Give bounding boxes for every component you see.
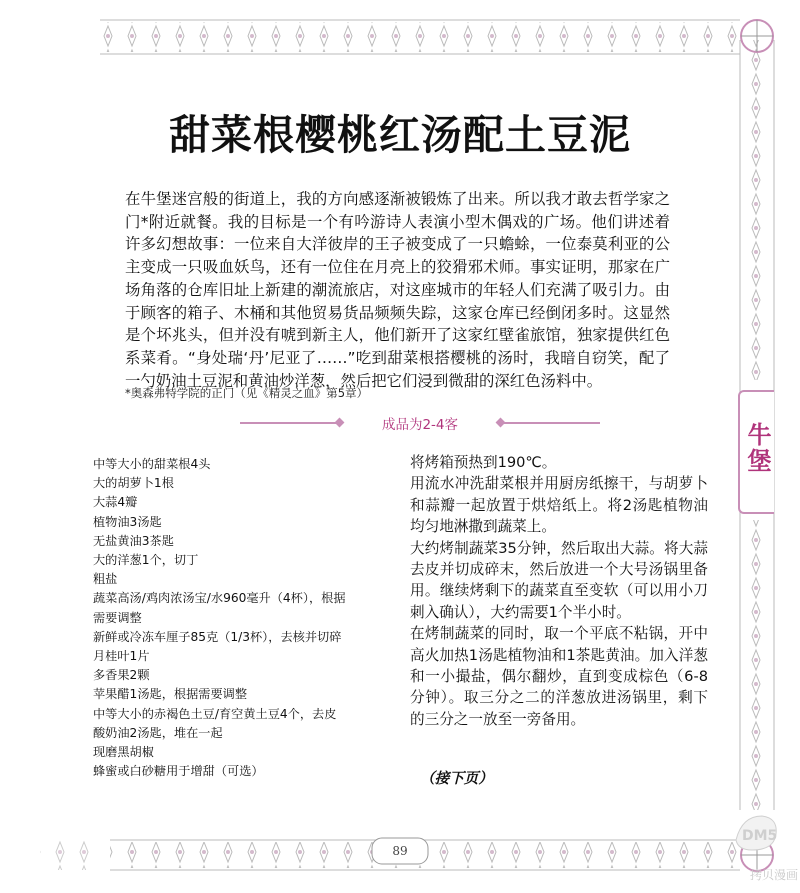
page-number: 89 — [392, 844, 408, 858]
ingredient-item: 大蒜4瓣 — [93, 495, 138, 510]
ingredient-item: 需要调整 — [93, 610, 142, 625]
ingredient-item: 粗盐 — [93, 572, 118, 587]
intro-paragraph: 在牛堡迷宫般的街道上，我的方向感逐渐被锻炼了出来。所以我才敢去哲学家之门*附近就餐。我的目标是一个有吟游诗人表演小型木偶戏的广场。他们讲述着许多幻想故事：一位来自大洋彼岸的王子被变成了一只蟾蜍，一位泰莫利亚的公主变成一只吸血妖鸟，还有一位住在月亮上的狡猾邪术师。事实证明，那家在广场角落的仓库旧址上新建的潮流旅店，对这座城市的年轻人们充满了吸引力。由于顾客的箱子、木桶和其他贸易货品频频失踪，这家仓库已经倒闭多时。这显然是个坏兆头，但并没有唬到新主人，他们新开了这家红壁雀旅馆，独家提供红色系菜肴。“身处瑞‘丹’尼亚了……”吃到甜菜根搭樱桃的汤时，我暗自窃笑，配了一勺奶油土豆泥和黄油炒洋葱，然后把它们浸到微甜的深红色汤料中。 — [125, 190, 670, 390]
ingredient-item: 植物油3汤匙 — [93, 514, 162, 529]
ingredient-item: 新鲜或冷冻车厘子85克（1/3杯），去核并切碎 — [93, 629, 342, 644]
divider-line-left — [240, 422, 340, 424]
ingredient-item: 中等大小的赤褐色土豆/育空黄土豆4个，去皮 — [93, 706, 337, 721]
ingredient-item: 无盐黄油3茶匙 — [93, 533, 174, 548]
ingredient-list — [93, 455, 388, 781]
ingredient-item: 月桂叶1片 — [93, 649, 150, 664]
watermark-logo-text: DM5 — [742, 828, 778, 844]
method-step: 用流水冲洗甜菜根并用厨房纸擦干，与胡萝卜和蒜瓣一起放置于烘焙纸上。将2汤匙植物油均匀地淋撒到蔬菜上。 — [410, 475, 708, 536]
chapter-tab-label: 牛堡 — [743, 422, 771, 474]
ingredient-item: 大的胡萝卜1根 — [93, 476, 174, 491]
ingredient-item: 多香果2颗 — [93, 668, 150, 683]
continued-note: （接下页） — [420, 770, 493, 787]
ingredient-item: 现磨黑胡椒 — [93, 745, 154, 760]
yield-label: 成品为2-4客 — [381, 417, 459, 433]
chapter-side-tab — [738, 390, 774, 514]
footnote: *奥森弗特学院的正门（见《精灵之血》第5章） — [125, 386, 369, 400]
method-steps — [410, 452, 708, 730]
method-step: 在烤制蔬菜的同时，取一个平底不粘锅，开中高火加热1汤匙植物油和1茶匙黄油。加入洋葱和一小撮盐，偶尔翻炒，直到变成棕色（6-8分钟）。取三分之二的洋葱放进汤锅里，剩下的三分之一放至一旁备用。 — [410, 625, 708, 728]
watermark-site-text: 拷贝漫画 — [749, 868, 798, 882]
watermark-logo-icon — [732, 810, 782, 856]
method-step: 将烤箱预热到190℃。 — [410, 454, 557, 471]
yield-divider — [240, 414, 600, 434]
ingredient-item: 酸奶油2汤匙，堆在一起 — [93, 725, 223, 740]
divider-line-right — [500, 422, 600, 424]
ingredient-item: 蜂蜜或白砂糖用于增甜（可选） — [93, 764, 264, 779]
ingredient-item: 蔬菜高汤/鸡肉浓汤宝/水960毫升（4杯），根据 — [93, 591, 346, 606]
recipe-title: 甜菜根樱桃红汤配土豆泥 — [169, 111, 631, 159]
method-step: 大约烤制蔬菜35分钟，然后取出大蒜。将大蒜去皮并切成碎末，然后放进一个大号汤锅里备用。继续烤剩下的蔬菜直至变软（可以用小刀刺入确认），大约需要1个半小时。 — [410, 539, 708, 621]
ingredient-item: 中等大小的甜菜根4头 — [93, 457, 211, 471]
ingredient-item: 苹果醋1汤匙，根据需要调整 — [93, 687, 248, 702]
ingredient-item: 大的洋葱1个，切丁 — [93, 553, 199, 568]
